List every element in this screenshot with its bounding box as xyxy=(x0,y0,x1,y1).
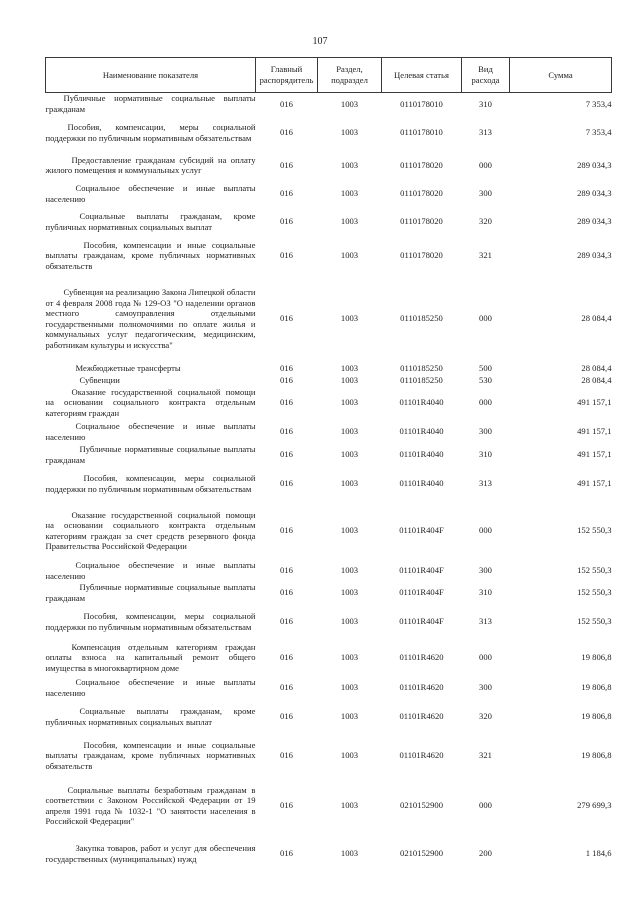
row-target-article: 0110185250 xyxy=(400,362,443,373)
row-manager: 016 xyxy=(280,250,293,261)
row-manager: 016 xyxy=(280,525,293,536)
row-manager: 016 xyxy=(280,127,293,138)
row-manager: 016 xyxy=(280,848,293,859)
row-expense-type: 320 xyxy=(479,216,492,227)
row-manager: 016 xyxy=(280,362,293,373)
row-section: 1003 xyxy=(340,397,359,408)
table-row xyxy=(46,560,612,582)
row-manager: 016 xyxy=(280,449,293,460)
table-row xyxy=(46,151,612,180)
row-target-article: 01101R404F xyxy=(399,587,444,598)
row-section: 1003 xyxy=(340,587,359,598)
row-name: Компенсация отдельным категориям граждан оплаты взноса на капитальный ремонт общего имущества в многоквартирном доме xyxy=(45,641,256,673)
row-section: 1003 xyxy=(340,216,359,227)
row-expense-type: 000 xyxy=(479,159,492,170)
row-sum: 19 806,8 xyxy=(581,711,612,722)
row-section: 1003 xyxy=(340,478,359,489)
row-manager: 016 xyxy=(280,478,293,489)
table-row xyxy=(46,640,612,676)
row-name: Оказание государственной социальной помощи на основании социального контракта отдельным категориям граждан xyxy=(45,386,256,418)
row-expense-type: 320 xyxy=(479,711,492,722)
row-sum: 279 699,3 xyxy=(577,800,612,811)
row-manager: 016 xyxy=(280,397,293,408)
row-name: Субвенция на реализацию Закона Липецкой области от 4 февраля 2008 года № 129-ОЗ "О наделении органов местного самоуправления отдельными государственными полномочиями по оплате жилья и коммунальных услуг педагогическим, медицинским, работникам культуры и искусства" xyxy=(45,287,256,350)
row-sum: 152 550,3 xyxy=(577,565,612,576)
row-manager: 016 xyxy=(280,565,293,576)
row-name: Социальное обеспечение и иные выплаты населению xyxy=(45,560,256,581)
col-header-sum: Сумма xyxy=(510,58,612,93)
row-section: 1003 xyxy=(340,374,359,385)
row-expense-type: 200 xyxy=(479,848,492,859)
row-section: 1003 xyxy=(340,98,359,109)
row-manager: 016 xyxy=(280,616,293,627)
row-target-article: 0210152900 xyxy=(400,800,443,811)
row-section: 1003 xyxy=(340,159,359,170)
row-expense-type: 321 xyxy=(479,750,492,761)
row-sum: 19 806,8 xyxy=(581,750,612,761)
row-name: Пособия, компенсации и иные социальные выплаты гражданам, кроме публичных нормативных обязательств xyxy=(45,739,256,771)
table-row xyxy=(46,700,612,734)
row-sum: 7 353,4 xyxy=(585,98,612,109)
row-target-article: 01101R4620 xyxy=(399,750,444,761)
row-name: Пособия, компенсации и иные социальные выплаты гражданам, кроме публичных нормативных обязательств xyxy=(45,239,256,271)
row-manager: 016 xyxy=(280,800,293,811)
row-manager: 016 xyxy=(280,587,293,598)
row-expense-type: 313 xyxy=(479,478,492,489)
row-expense-type: 000 xyxy=(479,525,492,536)
table-row xyxy=(46,236,612,276)
table-row xyxy=(46,734,612,778)
budget-table xyxy=(45,57,612,874)
row-expense-type: 000 xyxy=(479,800,492,811)
row-sum: 28 084,4 xyxy=(581,313,612,324)
table-header xyxy=(46,58,612,93)
row-target-article: 0110178020 xyxy=(400,188,443,199)
table-row xyxy=(46,276,612,362)
row-manager: 016 xyxy=(280,750,293,761)
row-name: Пособия, компенсации, меры социальной поддержки по публичным нормативным обязательствам xyxy=(45,122,256,143)
row-sum: 289 034,3 xyxy=(577,159,612,170)
row-section: 1003 xyxy=(340,525,359,536)
col-header-manager: Главный распорядитель xyxy=(256,58,318,93)
table-row xyxy=(46,386,612,420)
table-row xyxy=(46,466,612,502)
row-expense-type: 300 xyxy=(479,565,492,576)
row-sum: 491 157,1 xyxy=(577,426,612,437)
row-manager: 016 xyxy=(280,216,293,227)
row-target-article: 01101R4620 xyxy=(399,652,444,663)
row-expense-type: 000 xyxy=(479,652,492,663)
row-expense-type: 310 xyxy=(479,587,492,598)
row-expense-type: 300 xyxy=(479,188,492,199)
row-name: Публичные нормативные социальные выплаты гражданам xyxy=(45,444,256,465)
row-name: Субвенции xyxy=(79,374,120,385)
table-row xyxy=(46,180,612,208)
table-row xyxy=(46,375,612,386)
row-manager: 016 xyxy=(280,682,293,693)
row-sum: 152 550,3 xyxy=(577,587,612,598)
row-sum: 19 806,8 xyxy=(581,682,612,693)
table-row xyxy=(46,115,612,151)
row-target-article: 0210152900 xyxy=(400,848,443,859)
row-target-article: 01101R404F xyxy=(399,525,444,536)
row-name: Публичные нормативные социальные выплаты гражданам xyxy=(45,93,256,114)
row-sum: 152 550,3 xyxy=(577,616,612,627)
row-expense-type: 313 xyxy=(479,616,492,627)
row-target-article: 0110178020 xyxy=(400,216,443,227)
row-section: 1003 xyxy=(340,750,359,761)
table-row xyxy=(46,420,612,444)
row-target-article: 01101R4040 xyxy=(399,426,444,437)
col-header-section: Раздел, подраздел xyxy=(318,58,382,93)
row-target-article: 0110185250 xyxy=(400,374,443,385)
row-manager: 016 xyxy=(280,652,293,663)
row-sum: 7 353,4 xyxy=(585,127,612,138)
row-expense-type: 313 xyxy=(479,127,492,138)
row-name: Пособия, компенсации, меры социальной поддержки по публичным нормативным обязательствам xyxy=(45,473,256,494)
row-sum: 491 157,1 xyxy=(577,449,612,460)
row-section: 1003 xyxy=(340,616,359,627)
row-expense-type: 000 xyxy=(479,397,492,408)
row-target-article: 01101R404F xyxy=(399,616,444,627)
row-section: 1003 xyxy=(340,848,359,859)
row-sum: 289 034,3 xyxy=(577,250,612,261)
row-expense-type: 310 xyxy=(479,98,492,109)
row-sum: 1 184,6 xyxy=(585,848,612,859)
row-target-article: 0110178010 xyxy=(400,127,443,138)
row-expense-type: 300 xyxy=(479,682,492,693)
row-target-article: 0110178020 xyxy=(400,250,443,261)
row-section: 1003 xyxy=(340,711,359,722)
row-expense-type: 530 xyxy=(479,374,492,385)
row-target-article: 0110178020 xyxy=(400,159,443,170)
row-target-article: 01101R404F xyxy=(399,565,444,576)
table-row xyxy=(46,778,612,834)
row-section: 1003 xyxy=(340,682,359,693)
row-sum: 491 157,1 xyxy=(577,478,612,489)
table-row xyxy=(46,444,612,466)
row-manager: 016 xyxy=(280,374,293,385)
row-name: Социальные выплаты гражданам, кроме публичных нормативных социальных выплат xyxy=(45,211,256,232)
row-name: Оказание государственной социальной помощи на основании социального контракта отдельным категориям граждан за счет средств резервного фонда Правительства Российской Федерации xyxy=(45,509,256,551)
row-name: Пособия, компенсации, меры социальной поддержки по публичным нормативным обязательствам xyxy=(45,611,256,632)
row-expense-type: 000 xyxy=(479,313,492,324)
row-manager: 016 xyxy=(280,188,293,199)
row-section: 1003 xyxy=(340,565,359,576)
row-target-article: 01101R4040 xyxy=(399,397,444,408)
row-manager: 016 xyxy=(280,159,293,170)
row-section: 1003 xyxy=(340,800,359,811)
table-body xyxy=(46,93,612,874)
row-target-article: 01101R4620 xyxy=(399,711,444,722)
row-sum: 491 157,1 xyxy=(577,397,612,408)
row-manager: 016 xyxy=(280,426,293,437)
row-name: Социальное обеспечение и иные выплаты населению xyxy=(45,677,256,698)
row-section: 1003 xyxy=(340,426,359,437)
table-row xyxy=(46,834,612,874)
row-section: 1003 xyxy=(340,250,359,261)
col-header-target: Целевая статья xyxy=(382,58,462,93)
row-name: Социальное обеспечение и иные выплаты населению xyxy=(45,183,256,204)
table-row xyxy=(46,676,612,700)
row-section: 1003 xyxy=(340,449,359,460)
row-expense-type: 500 xyxy=(479,362,492,373)
row-section: 1003 xyxy=(340,652,359,663)
row-manager: 016 xyxy=(280,313,293,324)
col-header-name: Наименование показателя xyxy=(46,58,256,93)
row-sum: 28 084,4 xyxy=(581,374,612,385)
row-target-article: 01101R4040 xyxy=(399,478,444,489)
row-target-article: 01101R4040 xyxy=(399,449,444,460)
row-name: Закупка товаров, работ и услуг для обеспечения государственных (муниципальных) нужд xyxy=(45,843,256,864)
row-section: 1003 xyxy=(340,362,359,373)
page-number: 107 xyxy=(312,36,328,47)
row-target-article: 0110185250 xyxy=(400,313,443,324)
table-row xyxy=(46,362,612,375)
table-row xyxy=(46,502,612,560)
row-name: Публичные нормативные социальные выплаты гражданам xyxy=(45,582,256,603)
table-row xyxy=(46,93,612,115)
row-section: 1003 xyxy=(340,313,359,324)
row-sum: 28 084,4 xyxy=(581,362,612,373)
row-manager: 016 xyxy=(280,98,293,109)
row-section: 1003 xyxy=(340,188,359,199)
row-name: Межбюджетные трансферты xyxy=(75,362,181,373)
table-row xyxy=(46,208,612,236)
row-sum: 152 550,3 xyxy=(577,525,612,536)
row-name: Социальные выплаты гражданам, кроме публичных нормативных социальных выплат xyxy=(45,706,256,727)
table-row xyxy=(46,604,612,640)
row-name: Социальное обеспечение и иные выплаты населению xyxy=(45,421,256,442)
row-manager: 016 xyxy=(280,711,293,722)
table-row xyxy=(46,582,612,604)
row-target-article: 01101R4620 xyxy=(399,682,444,693)
row-expense-type: 321 xyxy=(479,250,492,261)
row-target-article: 0110178010 xyxy=(400,98,443,109)
row-expense-type: 310 xyxy=(479,449,492,460)
row-expense-type: 300 xyxy=(479,426,492,437)
row-name: Социальные выплаты безработным гражданам в соответствии с Законом Российской Федерации от 19 апреля 1991 года № 1032-1 "О занятости населения в Российской Федерации" xyxy=(45,784,256,826)
row-sum: 289 034,3 xyxy=(577,216,612,227)
row-name: Предоставление гражданам субсидий на оплату жилого помещения и коммунальных услуг xyxy=(45,154,256,175)
row-sum: 19 806,8 xyxy=(581,652,612,663)
row-sum: 289 034,3 xyxy=(577,188,612,199)
col-header-type: Вид расхода xyxy=(462,58,510,93)
row-section: 1003 xyxy=(340,127,359,138)
